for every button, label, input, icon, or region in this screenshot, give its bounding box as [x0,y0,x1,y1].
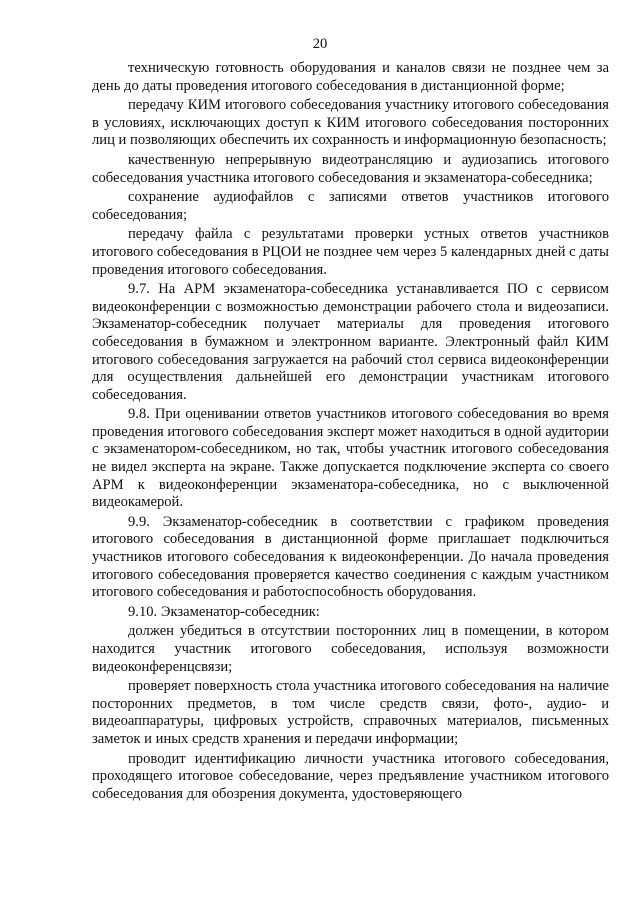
paragraph-audio-storage: сохранение аудиофайлов с записями ответов участников итогового собеседования; [92,189,609,223]
paragraph-9-10-heading: 9.10. Экзаменатор-собеседник: [128,603,320,620]
paragraph-identification: проводит идентификацию личности участника итогового собеседования, проходящего итоговое собеседование, через предъявление участником итогового собеседования для обозрения документа, удостоверяющего [92,750,609,802]
paragraph-9-7: 9.7. На АРМ экзаменатора-собеседника устанавливается ПО с сервисом видеоконференции с возможностью демонстрации рабочего стола и видеозаписи. Экзаменатор-собеседник получает материалы для проведения итогового собеседования в бумажном и электронном варианте. Электронный файл КИМ итогового собеседования загружается на рабочий стол сервиса видеоконференции для осуществления дальнейшей его демонстрации участникам итогового собеседования. [92,281,609,403]
paragraph-9-9: 9.9. Экзаменатор-собеседник в соответствии с графиком проведения итогового собеседования в дистанционной форме приглашает подключиться участников итогового собеседования к видеоконференции. До начала проведения итогового собеседования проверяется качество соединения с каждым участником итогового собеседования и работоспособность оборудования. [92,513,609,601]
paragraph-9-8: 9.8. При оценивании ответов участников итогового собеседования во время проведения итогового собеседования эксперт может находиться в одной аудитории с экзаменатором-собеседником, но так, чтобы участник итогового собеседования не видел эксперта на экране. Также допускается подключение эксперта со своего АРМ к видеоконференции экзаменатора-собеседника, но с выключенной видеокамерой. [92,406,609,511]
paragraph-check-room: должен убедиться в отсутствии посторонних лиц в помещении, в котором находится участник итогового собеседования, используя возможности видеоконференцсвязи; [92,623,609,675]
paragraph-technical-readiness: техническую готовность оборудования и каналов связи не позднее чем за день до даты проведения итогового собеседования в дистанционной форме; [92,60,609,94]
paragraph-video-broadcast: качественную непрерывную видеотрансляцию и аудиозапись итогового собеседования участника итогового собеседования и экзаменатора-собеседника; [92,151,609,186]
paragraph-check-desk: проверяет поверхность стола участника итогового собеседования на наличие посторонних предметов, в том числе средств связи, фото-, аудио- и видеоаппаратуры, цифровых устройств, справочных материалов, письменных заметок и иных средств хранения и передачи информации; [92,678,609,747]
paragraph-results-transfer: передачу файла с результатами проверки устных ответов участников итогового собеседования в РЦОИ не позднее чем через 5 календарных дней с даты проведения итогового собеседования. [92,226,609,278]
paragraph-kim-transfer: передачу КИМ итогового собеседования участнику итогового собеседования в условиях, исключающих доступ к КИМ итогового собеседования посторонних лиц и позволяющих обеспечить их сохранность и информационную безопасность; [92,97,609,149]
page-number: 20 [312,36,328,52]
document-body [92,60,609,805]
